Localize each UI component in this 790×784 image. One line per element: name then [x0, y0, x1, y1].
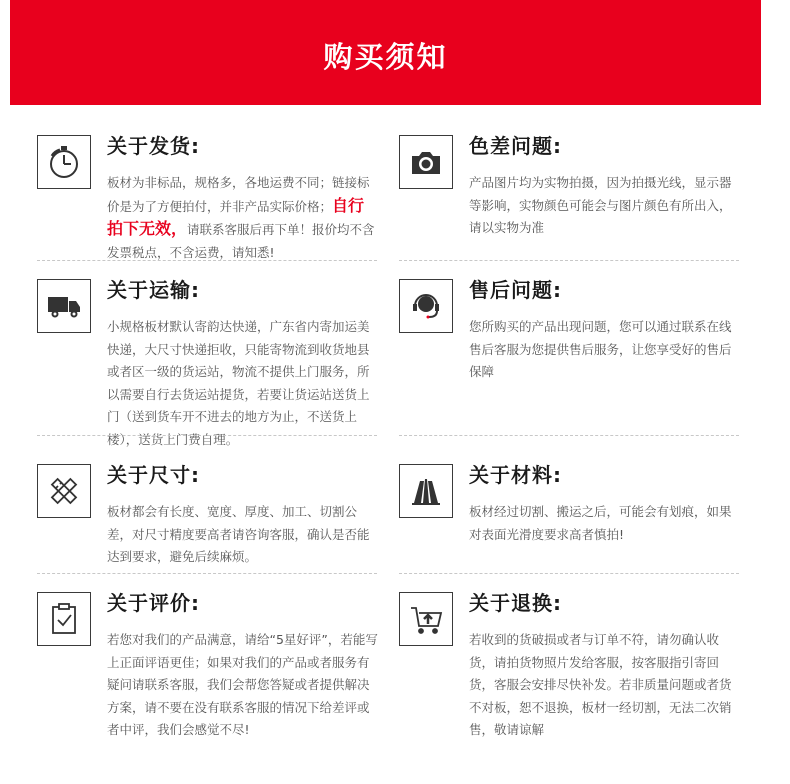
section-transport: [37, 278, 377, 447]
section-title: 售后问题:: [469, 278, 562, 302]
section-title: 关于退换:: [469, 591, 562, 615]
ruler-pencil-icon: [37, 464, 91, 518]
truck-icon: [37, 279, 91, 333]
section-after-sales: [399, 279, 739, 419]
page-title: 购买须知: [323, 40, 448, 74]
divider: [37, 260, 377, 261]
section-title: 关于材料:: [469, 463, 562, 487]
section-body: 板材经过切割、搬运之后，可能会有划痕，如果对表面光滑度要求高者慎拍!: [469, 504, 732, 542]
section-title: 关于发货:: [107, 134, 200, 158]
section-body: 您所购买的产品出现问题，您可以通过联系在线售后客服为您提供售后服务，让您享受好的售后保障: [469, 319, 732, 379]
highlight-warning: 自行拍下无效，: [107, 195, 365, 238]
section-returns: [399, 591, 739, 737]
section-review: [37, 591, 378, 737]
divider: [37, 573, 377, 574]
section-color-difference: [399, 135, 739, 275]
section-title: 关于运输:: [107, 278, 200, 302]
section-body: 板材都会有长度、宽度、厚度、加工、切割公差，对尺寸精度要高者请咨询客服，确认是否能达到要求，避免后续麻烦。: [107, 504, 370, 564]
section-title: 关于尺寸:: [107, 463, 200, 487]
section-body: 小规格板材默认寄韵达快递，广东省内寄加运美快递，大尺寸快递拒收，只能寄物流到收货地县或者区一级的货运站，物流不提供上门服务，所以需要自行去货运站提货，若要让货运站送货上门（送到货车开不进去的地方为止，不送货上楼），送货上门费自理。: [107, 319, 370, 447]
divider: [37, 435, 377, 436]
section-shipping: [37, 135, 377, 275]
header-banner: [10, 0, 761, 105]
section-body: 若您对我们的产品满意，请给“5星好评”，若能写上正面评语更佳；如果对我们的产品或者服务有疑问请联系客服，我们会帮您答疑或者提供解决方案，请不要在没有联系客服的情况下给差评或者中评，我们会感觉不尽!: [107, 632, 378, 737]
return-cart-icon: [399, 592, 453, 646]
stopwatch-icon: [37, 135, 91, 189]
section-body: 板材为非标品，规格多，各地运费不同；链接标价是为了方便拍付，并非产品实际价格；自行拍下无效，请联系客服后再下单！报价均不含发票税点，不含运费，请知悉!: [107, 175, 375, 260]
section-body: 若收到的货破损或者与订单不符，请勿确认收货，请拍货物照片发给客服，按客服指引寄回货，客服会安排尽快补发。若非质量问题或者货不对板，恕不退换，板材一经切割，无法二次销售，敬请谅解: [469, 632, 732, 737]
section-title: 色差问题:: [469, 134, 562, 158]
section-body: 产品图片均为实物拍摄，因为拍摄光线，显示器等影响，实物颜色可能会与图片颜色有所出入，请以实物为准: [469, 175, 732, 235]
section-material: [399, 464, 739, 604]
divider: [399, 260, 739, 261]
headset-icon: [399, 279, 453, 333]
section-size: [37, 464, 377, 604]
clipboard-check-icon: [37, 592, 91, 646]
divider: [399, 435, 739, 436]
material-rolls-icon: [399, 464, 453, 518]
divider: [399, 573, 739, 574]
section-title: 关于评价:: [107, 591, 200, 615]
camera-icon: [399, 135, 453, 189]
